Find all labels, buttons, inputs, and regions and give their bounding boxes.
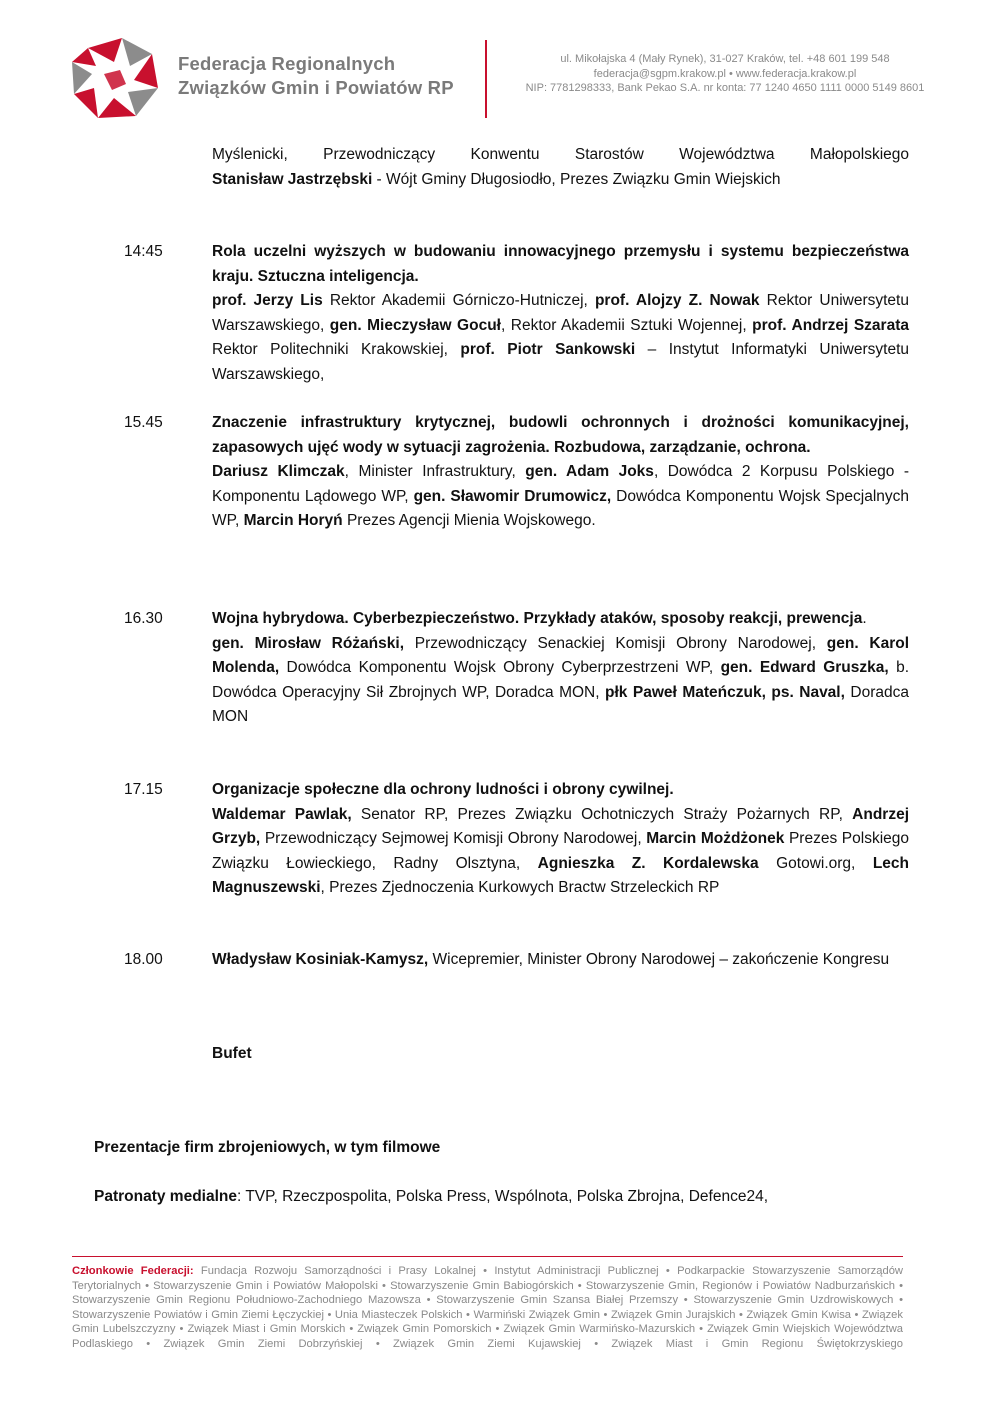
agenda-item — [212, 607, 909, 730]
agenda-title-tail: . — [862, 610, 867, 627]
agenda-time: 14:45 — [124, 243, 163, 260]
presentations-note — [94, 1136, 904, 1161]
agenda-speakers — [212, 948, 909, 973]
org-name-line2: Związków Gmin i Powiatów RP — [178, 77, 454, 98]
speaker-role: , Rektor Akademii Sztuki Wojennej, — [500, 316, 753, 334]
speaker-name: prof. Piotr Sankowski — [460, 341, 636, 358]
agenda-item — [212, 411, 909, 534]
organization-name — [178, 52, 454, 100]
agenda-item — [212, 948, 909, 973]
agenda-time: 15.45 — [124, 414, 163, 431]
speaker-role: Gotowi.org, — [758, 854, 873, 872]
agenda-speakers — [212, 803, 909, 901]
speaker-role: – Instytut Informatyki Uniwersytetu Warszawskiego, — [212, 341, 909, 383]
intro-line2 — [212, 168, 909, 193]
speaker-name: Marcin Możdżonek — [646, 830, 785, 847]
agenda-time: 18.00 — [124, 951, 163, 968]
speaker-name: gen. Sławomir Drumowicz, — [413, 487, 612, 505]
footer-divider — [72, 1256, 903, 1257]
speaker-name: prof. Jerzy Lis — [212, 292, 323, 309]
agenda-speakers — [212, 632, 909, 730]
agenda-title: Organizacje społeczne dla ochrony ludności i obrony cywilnej. — [212, 781, 674, 798]
federation-logo-icon — [70, 36, 160, 120]
speaker-role: Dowódca Komponentu Wojsk Specjalnych WP, — [212, 487, 910, 529]
speaker-role: Wicepremier, Minister Obrony Narodowej – zakończenie Kongresu — [428, 951, 890, 968]
speaker-name: Andrzej Grzyb, — [212, 805, 909, 847]
speaker-role: Rektor Akademii Górniczo-Hutniczej, — [322, 292, 595, 309]
agenda-time: 17.15 — [124, 781, 163, 798]
speaker-role: Przewodniczący Senackiej Komisji Obrony Narodowej, — [404, 634, 827, 652]
members-footer — [72, 1264, 903, 1351]
speaker-name: prof. Alojzy Z. Nowak — [594, 292, 760, 309]
footer-lead: Członkowie Federacji: — [72, 1265, 194, 1277]
speaker-name: prof. Andrzej Szarata — [752, 316, 909, 334]
contact-bank: NIP: 7781298333, Bank Pekao S.A. nr konta: 77 1240 4650 1111 0000 5149 8601 — [525, 82, 925, 94]
speaker-role: , Minister Infrastruktury, — [344, 463, 526, 480]
buffet-note — [212, 1042, 909, 1067]
speaker-name: Stanisław Jastrzębski — [212, 170, 373, 188]
buffet-label: Bufet — [212, 1045, 252, 1062]
speaker-name: Waldemar Pawlak, — [212, 805, 352, 823]
speaker-name: gen. Mirosław Różański, — [212, 634, 405, 652]
speaker-name: Marcin Horyń — [243, 512, 343, 529]
org-name-line1: Federacja Regionalnych — [178, 53, 396, 74]
letterhead — [0, 0, 992, 130]
speaker-role: Senator RP, Prezes Związku Ochotniczych Straży Pożarnych RP, — [351, 805, 853, 823]
speaker-role: , Prezes Zjednoczenia Kurkowych Bractw Strzeleckich RP — [320, 879, 720, 896]
contact-info — [500, 52, 950, 96]
speaker-role: - Wójt Gminy Długosiodło, Prezes Związku Gmin Wiejskich — [372, 170, 781, 188]
speaker-name: gen. Karol Molenda, — [212, 634, 910, 676]
speaker-role: b. Dowódca Operacyjny Sił Zbrojnych WP, Doradca MON, — [212, 659, 910, 701]
speaker-role: , Dowódca 2 Korpusu Polskiego - Komponentu Lądowego WP, — [212, 463, 909, 505]
speaker-name: Władysław Kosiniak-Kamysz, — [212, 951, 429, 968]
agenda-speakers — [212, 289, 909, 387]
speaker-role: Przewodniczący Sejmowej Komisji Obrony Narodowej, — [260, 830, 647, 847]
footer-members: Fundacja Rozwoju Samorządności i Prasy Lokalnej • Instytut Administracji Publicznej • Podkarpackie Stowarzyszenie Samorządów Terytorialnych • Stowarzyszenie Gmin i Powiatów Małopolski • Stowarzyszenie Gmin Babiogórskich • Stowarzyszenie Gmin, Regionów i Powiatów Nadburzańskich • Stowarzyszenie Gmin Regionu Południowo-Zachodniego Mazowsza • Stowarzyszenie Gmin Szansa Białej Przemszy • Stowarzyszenie Gmin Uzdrowiskowych • Stowarzyszenie Powiatów i Gmin Ziemi Łęczyckiej • Unia Miasteczek Polskich • Warmiński Związek Gmin • Związek Gmin Jurajskich • Związek Gmin Kwisa • Związek Gmin Lubelszczyzny • Związek Miast i Gmin Morskich • Związek Gmin Pomorskich • Związek Gmin Warmińsko-Mazurskich • Związek Gmin Wiejskich Województwa Podlaskiego • Związek Gmin Ziemi Dobrzyńskiej • Związek Gmin Ziemi Kujawskiej • Związek Miast i Gmin Regionu Świętokrzyskiego — [72, 1265, 903, 1350]
speaker-name: Agnieszka Z. Kordalewska — [537, 854, 759, 872]
speaker-name: gen. Edward Gruszka, — [720, 659, 889, 676]
agenda-title: Znaczenie infrastruktury krytycznej, budowli ochronnych i drożności komunikacyjnej, zapasowych ujęć wody w sytuacji zagrożenia. Rozbudowa, zarządzanie, ochrona. — [212, 414, 909, 456]
speaker-name: płk Paweł Mateńczuk, ps. Naval, — [605, 683, 845, 701]
speaker-name: Dariusz Klimczak — [212, 463, 345, 480]
patronage-label: Patronaty medialne — [94, 1188, 237, 1205]
agenda-item — [212, 778, 909, 901]
speaker-role: Rektor Politechniki Krakowskiej, — [212, 341, 461, 358]
agenda-title: Wojna hybrydowa. Cyberbezpieczeństwo. Przykłady ataków, sposoby reakcji, prewencja — [212, 610, 863, 627]
patronage-list: : TVP, Rzeczpospolita, Polska Press, Wspólnota, Polska Zbrojna, Defence24, — [237, 1188, 768, 1205]
speaker-name: gen. Adam Joks — [525, 463, 654, 480]
header-divider — [485, 40, 487, 118]
speaker-name: Lech Magnuszewski — [212, 854, 910, 896]
media-patronage — [94, 1185, 904, 1210]
intro-line1: Myślenicki, Przewodniczący Konwentu Starostów Województwa Małopolskiego — [212, 146, 909, 163]
agenda-time: 16.30 — [124, 610, 163, 627]
speaker-role: Dowódca Komponentu Wojsk Obrony Cyberprzestrzeni WP, — [279, 659, 721, 676]
speaker-role: Prezes Agencji Mienia Wojskowego. — [342, 512, 596, 529]
agenda-title: Rola uczelni wyższych w budowaniu innowacyjnego przemysłu i systemu bezpieczeństwa kraju. Sztuczna inteligencja. — [212, 243, 909, 285]
contact-email-web: federacja@sgpm.krakow.pl • www.federacja.krakow.pl — [593, 67, 857, 80]
speaker-role: Doradca MON — [212, 683, 909, 725]
intro-paragraph — [212, 143, 909, 192]
speaker-role: Rektor Uniwersytetu Warszawskiego, — [212, 292, 909, 334]
agenda-speakers — [212, 460, 909, 534]
speaker-role: Prezes Polskiego Związku Łowieckiego, Radny Olsztyna, — [212, 830, 910, 872]
presentations-label: Prezentacje firm zbrojeniowych, w tym filmowe — [94, 1139, 441, 1156]
contact-address: ul. Mikołajska 4 (Mały Rynek), 31-027 Kraków, tel. +48 601 199 548 — [560, 53, 890, 65]
speaker-name: gen. Mieczysław Gocuł — [329, 316, 501, 334]
agenda-item — [212, 240, 909, 387]
